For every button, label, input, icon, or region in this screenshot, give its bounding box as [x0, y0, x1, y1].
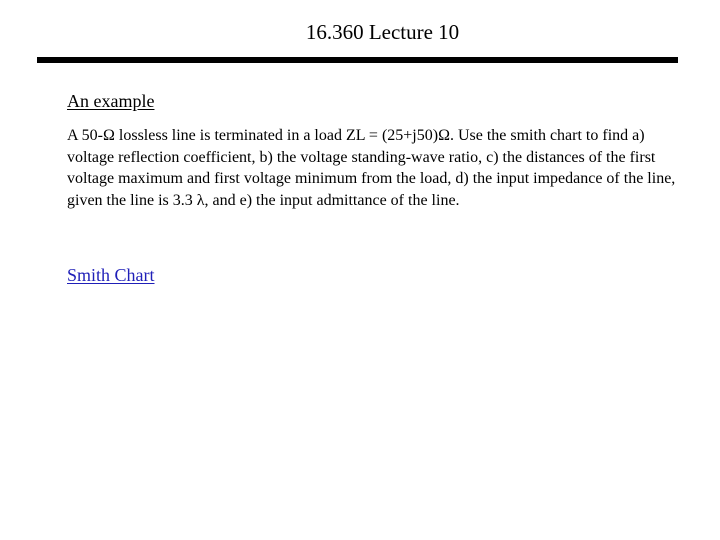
title-divider [37, 57, 678, 63]
section-heading: An example [67, 91, 155, 111]
smith-chart-link[interactable]: Smith Chart [67, 265, 155, 285]
slide-title: 16.360 Lecture 10 [305, 20, 460, 44]
problem-statement: A 50-Ω lossless line is terminated in a load ZL = (25+j50)Ω. Use the smith chart to find a) voltage reflection coefficient, b) the voltage standing-wave ratio, c) the distances of the first voltage maximum and first voltage minimum from the load, d) the input impedance of the line, given the line is 3.3 λ, and e) the input admittance of the line. [67, 127, 676, 209]
